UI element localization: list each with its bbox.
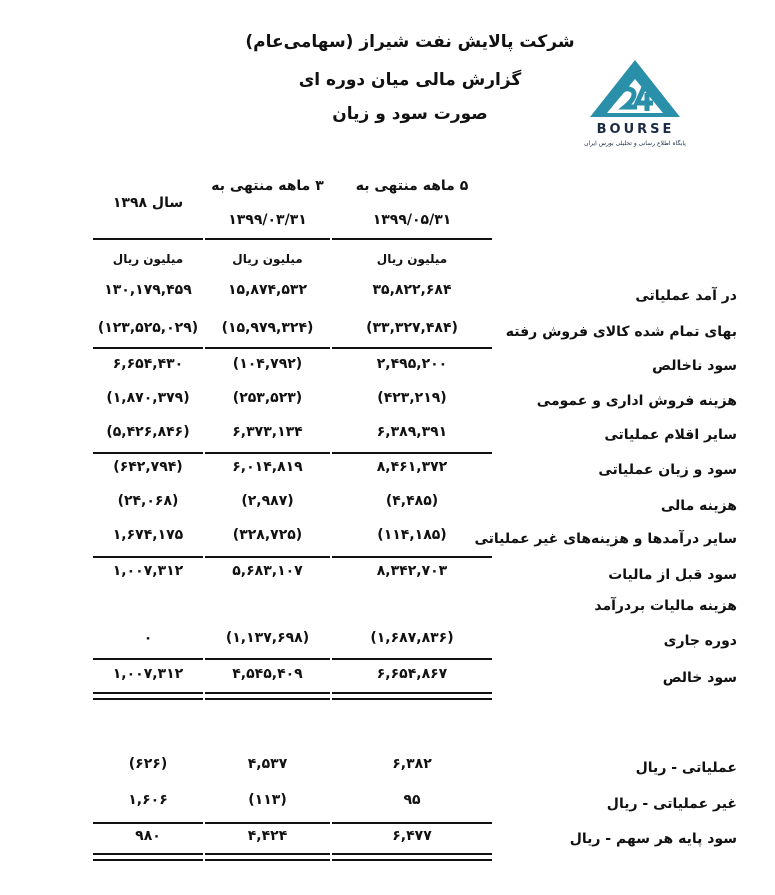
table-row xyxy=(0,320,775,344)
cell-col3: (۲۴,۰۶۸) xyxy=(117,493,179,509)
cell-col3: ۱,۶۷۴,۱۷۵ xyxy=(112,527,184,543)
eps-row xyxy=(0,828,775,852)
row-label: بهای تمام شده کالای فروش رفته xyxy=(505,324,737,340)
subtotal-rule xyxy=(205,822,330,824)
cell-col1: ۶,۶۵۴,۸۶۷ xyxy=(376,666,448,682)
cell-col1: ۶,۳۸۹,۳۹۱ xyxy=(376,424,448,440)
subtotal-rule xyxy=(93,452,203,454)
eps-row xyxy=(0,756,775,780)
col3-unit: میلیون ریال xyxy=(112,252,184,266)
cell-col2: (۳۲۸,۷۲۵) xyxy=(232,527,303,543)
cell-col1: ۲,۴۹۵,۲۰۰ xyxy=(376,356,448,372)
cell-col1: ۶,۴۷۷ xyxy=(392,828,432,844)
total-double-rule xyxy=(93,692,203,700)
cell-col2: (۱۱۳) xyxy=(248,792,287,808)
col2-period: ۳ ماهه منتهی به xyxy=(211,178,324,194)
cell-col2: (۱,۱۳۷,۶۹۸) xyxy=(225,630,310,646)
subtotal-rule xyxy=(332,556,492,558)
cell-col2: (۱۰۴,۷۹۲) xyxy=(232,356,303,372)
cell-col3: ۱,۰۰۷,۳۱۲ xyxy=(112,666,184,682)
cell-col2: ۴,۵۴۵,۴۰۹ xyxy=(232,666,303,682)
table-row xyxy=(0,356,775,380)
cell-col3: ۱,۶۰۶ xyxy=(128,792,168,808)
subtotal-rule xyxy=(205,347,330,349)
cell-col1: ۸,۳۴۲,۷۰۳ xyxy=(376,563,448,579)
table-row xyxy=(0,563,775,587)
cell-col2: ۶,۰۱۴,۸۱۹ xyxy=(232,459,303,475)
cell-col1: ۳۵,۸۲۲,۶۸۴ xyxy=(372,282,452,298)
row-label: هزینه مالیات بردرآمد xyxy=(594,598,737,614)
table-row xyxy=(0,630,775,654)
subtotal-rule xyxy=(332,347,492,349)
row-label: سود خالص xyxy=(662,670,737,686)
table-row xyxy=(0,598,775,622)
cell-col1: (۴۲۳,۲۱۹) xyxy=(377,390,447,406)
cell-col3: (۶۴۲,۷۹۴) xyxy=(113,459,183,475)
col1-unit: میلیون ریال xyxy=(376,252,448,266)
cell-col1: (۱۱۴,۱۸۵) xyxy=(377,527,447,543)
cell-col2: ۵,۶۸۳,۱۰۷ xyxy=(232,563,303,579)
cell-col2: (۲۵۳,۵۲۳) xyxy=(232,390,303,406)
row-label: سایر درآمدها و هزینه‌های غیر عملیاتی xyxy=(474,531,737,547)
subtotal-rule xyxy=(205,556,330,558)
cell-col2: (۱۵,۹۷۹,۳۲۴) xyxy=(221,320,314,336)
row-label: سایر اقلام عملیاتی xyxy=(604,427,737,443)
table-row xyxy=(0,493,775,517)
cell-col3: ۹۸۰ xyxy=(135,828,161,844)
col2-unit: میلیون ریال xyxy=(232,252,303,266)
cell-col1: ۸,۴۶۱,۳۷۲ xyxy=(376,459,448,475)
row-label: سود و زیان عملیاتی xyxy=(598,462,737,478)
row-label: هزینه فروش اداری و عمومی xyxy=(536,393,737,409)
cell-col3: ۶,۶۵۴,۴۳۰ xyxy=(112,356,184,372)
cell-col2: ۴,۵۳۷ xyxy=(247,756,288,772)
row-label: غیر عملیاتی - ریال xyxy=(606,796,737,812)
eps-row xyxy=(0,792,775,816)
total-double-rule xyxy=(93,853,203,861)
cell-col1: ۶,۳۸۲ xyxy=(392,756,432,772)
row-label: سود قبل از مالیات xyxy=(608,567,737,583)
cell-col2: (۲,۹۸۷) xyxy=(241,493,294,509)
table-row xyxy=(0,390,775,414)
total-double-rule xyxy=(205,692,330,700)
table-row xyxy=(0,666,775,690)
statement-title: صورت سود و زیان xyxy=(332,104,488,124)
cell-col3: (۱۲۳,۵۲۵,۰۲۹) xyxy=(97,320,199,336)
cell-col3: ۱,۰۰۷,۳۱۲ xyxy=(112,563,184,579)
subtotal-rule xyxy=(93,556,203,558)
cell-col1: ۹۵ xyxy=(403,792,421,808)
subtotal-rule xyxy=(93,822,203,824)
cell-col3: (۶۲۶) xyxy=(128,756,168,772)
logo-word: BOURSE xyxy=(596,122,675,137)
cell-col1: (۱,۶۸۷,۸۳۶) xyxy=(370,630,454,646)
col2-header-rule xyxy=(205,238,330,240)
cell-col3: ۰ xyxy=(143,630,153,646)
subtotal-rule xyxy=(332,658,492,660)
cell-col2: ۱۵,۸۷۴,۵۳۲ xyxy=(228,282,307,298)
col2-date: ۱۳۹۹/۰۳/۳۱ xyxy=(228,212,307,228)
col3-period: سال ۱۳۹۸ xyxy=(112,195,184,211)
col1-period: ۵ ماهه منتهی به xyxy=(355,178,469,194)
col3-header-rule xyxy=(93,238,203,240)
table-row xyxy=(0,424,775,448)
total-double-rule xyxy=(332,692,492,700)
cell-col1: (۳۳,۳۲۷,۴۸۴) xyxy=(366,320,458,336)
cell-col3: ۱۳۰,۱۷۹,۴۵۹ xyxy=(104,282,192,298)
table-row xyxy=(0,459,775,483)
cell-col3: (۱,۸۷۰,۳۷۹) xyxy=(106,390,190,406)
subtotal-rule xyxy=(205,658,330,660)
row-label: هزینه مالی xyxy=(660,498,737,514)
subtotal-rule xyxy=(93,658,203,660)
row-label: در آمد عملیاتی xyxy=(635,288,737,304)
subtotal-rule xyxy=(205,452,330,454)
col1-date: ۱۳۹۹/۰۵/۳۱ xyxy=(372,212,452,228)
report-title: گزارش مالی میان دوره ای xyxy=(298,70,522,90)
row-label: سود پایه هر سهم - ریال xyxy=(569,831,737,847)
total-double-rule xyxy=(332,853,492,861)
cell-col1: (۴,۴۸۵) xyxy=(385,493,439,509)
company-title: شرکت پالایش نفت شیراز (سهامی‌عام) xyxy=(245,32,575,52)
total-double-rule xyxy=(205,853,330,861)
cell-col2: ۶,۳۷۳,۱۳۴ xyxy=(232,424,303,440)
logo-tagline: پایگاه اطلاع رسانی و تحلیلی بورس ایران xyxy=(584,140,686,147)
row-label: دوره جاری xyxy=(663,633,737,649)
subtotal-rule xyxy=(93,347,203,349)
subtotal-rule xyxy=(332,452,492,454)
table-row xyxy=(0,282,775,306)
row-label: سود ناخالص xyxy=(652,358,737,374)
cell-col2: ۴,۴۲۴ xyxy=(247,828,288,844)
row-label: عملیاتی - ریال xyxy=(635,760,737,776)
subtotal-rule xyxy=(332,822,492,824)
col1-header-rule xyxy=(332,238,492,240)
table-row xyxy=(0,527,775,551)
cell-col3: (۵,۴۲۶,۸۴۶) xyxy=(106,424,190,440)
